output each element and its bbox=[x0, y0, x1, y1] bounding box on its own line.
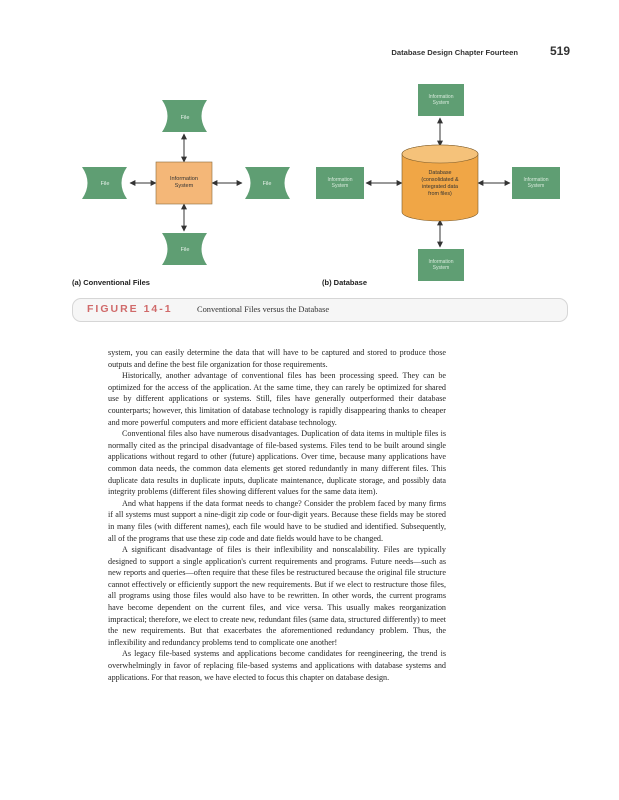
db-system-label-left: Information System bbox=[327, 177, 353, 189]
file-label-bottom: File bbox=[180, 247, 190, 253]
database-diagram bbox=[316, 84, 560, 281]
database-label-caption: (b) Database bbox=[322, 278, 368, 287]
database-cylinder-top bbox=[402, 145, 478, 163]
running-title: Database Design Chapter Fourteen bbox=[391, 48, 518, 57]
paragraph: Historically, another advantage of conventional files has been processing speed. They can be optimized for the access of the application. At the same time, they can rarely be optimized for shared use by different applications or systems. Still, files have generally outperformed their database counterparts; however, this limitation of database technology is rapidly disappearing thanks to cheaper and more powerful computers and more efficient database technology. bbox=[108, 371, 446, 427]
figure-caption bbox=[72, 298, 568, 322]
file-label-top: File bbox=[180, 115, 190, 121]
paragraph: And what happens if the data format needs to change? Consider the problem faced by many firms if all systems must support a nine-digit zip code or four-digit years. Because these fields may be stored in many files (with different names), each file would have to be studied and identified. Subsequently, all of the programs that use these zip code and date fields would have to be changed. bbox=[108, 498, 446, 543]
db-system-label-top: Information System bbox=[428, 94, 454, 106]
caption-text: Conventional Files versus the Database bbox=[197, 305, 330, 314]
paragraph: As legacy file-based systems and applications become candidates for reengineering, the trend is overwhelmingly in favor of replacing file-based systems and applications with database systems and applications. For that reason, we have elected to focus this chapter on database design. bbox=[108, 649, 446, 682]
database-label: Database (consolidated & integrated data from files) bbox=[421, 170, 459, 197]
caption-figure-number: FIGURE 14-1 bbox=[87, 303, 173, 315]
paragraph: system, you can easily determine the data that will have to be captured and stored to produce those outputs and define the best file organization for those requirements. bbox=[108, 348, 446, 369]
body-text bbox=[108, 347, 446, 683]
conventional-files-label: (a) Conventional Files bbox=[72, 278, 150, 287]
file-label-left: File bbox=[100, 181, 110, 187]
paragraph: A significant disadvantage of files is their inflexibility and nonscalability. Files are typically designed to support a single application's current requirements and programs. Future needs—such as new reports and queries—often require that these files be restructured because the original file structure cannot effectively or efficiently support the new requirements. But if we elect to restructure those files, all programs using those files would also have to be rewritten. In other words, the current programs have become dependent on the current files, and vice versa. This usually makes reorganization impractical; therefore, we elect to create new, redundant files (same data, structured differently) to meet the new requirements. But that exacerbates the aforementioned redundancy problem. Thus, the inflexibility and redundancy problems tend to complicate one another! bbox=[108, 545, 446, 647]
db-system-label-bottom: Information System bbox=[428, 259, 454, 271]
page-number: 519 bbox=[549, 44, 570, 58]
information-system-label: Information System bbox=[170, 176, 198, 189]
figure-14-1 bbox=[72, 70, 572, 290]
db-system-label-right: Information System bbox=[523, 177, 549, 189]
paragraph: Conventional files also have numerous disadvantages. Duplication of data items in multiple files is normally cited as the principal disadvantage of file-based systems. Files tend to be built around single applications without regard to other (future) applications. Over time, because many applications have common data needs, the common data elements get stored redundantly in many different files. This duplicate data results in duplicate inputs, duplicate maintenance, duplicate storage, and possibly data integrity problems (different files showing different values for the same data item). bbox=[108, 429, 446, 497]
figure-diagram bbox=[72, 70, 572, 290]
conventional-files-diagram bbox=[82, 100, 290, 265]
running-header bbox=[340, 45, 570, 63]
file-label-right: File bbox=[262, 181, 272, 187]
